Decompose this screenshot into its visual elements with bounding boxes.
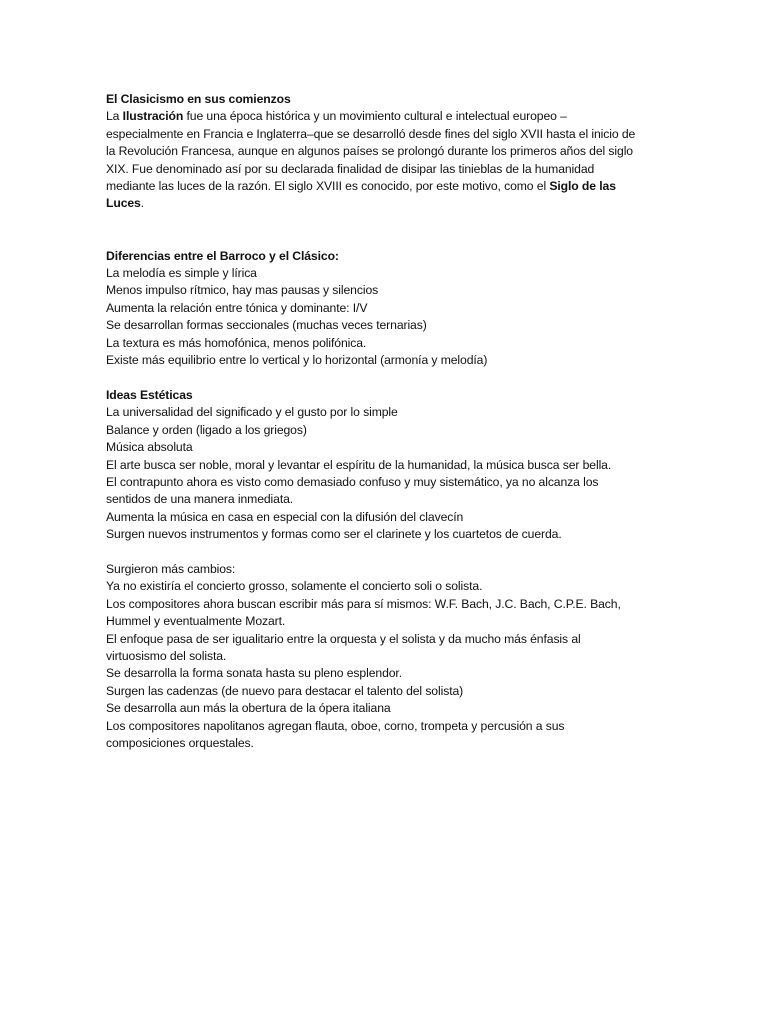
list-item: Surgen nuevos instrumentos y formas como ser el clarinete y los cuartetos de cuerda.	[106, 527, 562, 542]
list-item: Los compositores ahora buscan escribir más para sí mismos: W.F. Bach, J.C. Bach, C.P.E. Bach,	[106, 596, 621, 611]
list-item: Música absoluta	[106, 440, 193, 455]
section-diferencias	[106, 248, 666, 370]
paragraph-line: especialmente en Francia e Inglaterra–que se desarrolló desde fines del siglo XVII hasta el inicio de	[106, 126, 636, 141]
list-item: Se desarrolla aun más la obertura de la ópera italiana	[106, 701, 391, 716]
spacer	[106, 213, 666, 248]
list-item: composiciones orquestales.	[106, 735, 254, 750]
text-run: mediante las luces de la razón. El siglo XVIII es conocido, por este motivo, como el	[106, 179, 550, 194]
list-item: El arte busca ser noble, moral y levantar el espíritu de la humanidad, la música busca ser bella.	[106, 457, 612, 472]
paragraph-line	[106, 178, 666, 195]
paragraph-line	[106, 195, 666, 212]
list-item: Aumenta la relación entre tónica y dominante: I/V	[106, 300, 368, 315]
paragraph-line	[106, 108, 666, 125]
document-page	[106, 91, 666, 752]
text-run: La	[106, 109, 123, 124]
section-heading-clasicismo: El Clasicismo en sus comienzos	[106, 92, 291, 106]
list-item: Se desarrollan formas seccionales (muchas veces ternarias)	[106, 318, 427, 333]
list-item: Se desarrolla la forma sonata hasta su pleno esplendor.	[106, 666, 402, 681]
bold-term-siglo-de-las: Siglo de las	[549, 179, 616, 194]
list-item: La textura es más homofónica, menos polifónica.	[106, 335, 367, 350]
paragraph-line: XIX. Fue denominado así por su declarada finalidad de disipar las tinieblas de la humanidad	[106, 161, 595, 176]
text-run: fue una época histórica y un movimiento cultural e intelectual europeo –	[183, 109, 567, 124]
section-ideas-esteticas	[106, 387, 666, 544]
list-item: Hummel y eventualmente Mozart.	[106, 614, 286, 629]
paragraph-line: la Revolución Francesa, aunque en algunos países se prolongó durante los primeros años del siglo	[106, 144, 633, 159]
spacer	[106, 544, 666, 561]
list-item: La melodía es simple y lírica	[106, 266, 257, 281]
list-item: Los compositores napolitanos agregan flauta, oboe, corno, trompeta y percusión a sus	[106, 718, 565, 733]
spacer	[106, 369, 666, 386]
bold-term-ilustracion: Ilustración	[122, 109, 184, 124]
section-mas-cambios	[106, 561, 666, 752]
list-item: El enfoque pasa de ser igualitario entre la orquesta y el solista y da mucho más énfasis al	[106, 631, 581, 646]
list-item: Balance y orden (ligado a los griegos)	[106, 422, 307, 437]
bold-term-luces: Luces	[106, 196, 141, 211]
list-item: El contrapunto ahora es visto como demasiado confuso y muy sistemático, ya no alcanza los	[106, 474, 599, 489]
list-item: Menos impulso rítmico, hay mas pausas y silencios	[106, 283, 379, 298]
section-clasicismo	[106, 91, 666, 213]
list-item: virtuosismo del solista.	[106, 648, 227, 663]
section-heading-mas-cambios: Surgieron más cambios:	[106, 561, 236, 576]
section-heading-ideas-esteticas: Ideas Estéticas	[106, 387, 193, 402]
list-item: Ya no existiría el concierto grosso, solamente el concierto soli o solista.	[106, 579, 483, 594]
section-heading-diferencias: Diferencias entre el Barroco y el Clásico:	[106, 248, 339, 263]
list-item: Aumenta la música en casa en especial con la difusión del clavecín	[106, 509, 464, 524]
list-item: La universalidad del significado y el gusto por lo simple	[106, 405, 398, 420]
text-run: .	[140, 196, 145, 211]
list-item: Surgen las cadenzas (de nuevo para destacar el talento del solista)	[106, 683, 464, 698]
list-item: sentidos de una manera inmediata.	[106, 492, 294, 507]
list-item: Existe más equilibrio entre lo vertical y lo horizontal (armonía y melodía)	[106, 353, 488, 368]
